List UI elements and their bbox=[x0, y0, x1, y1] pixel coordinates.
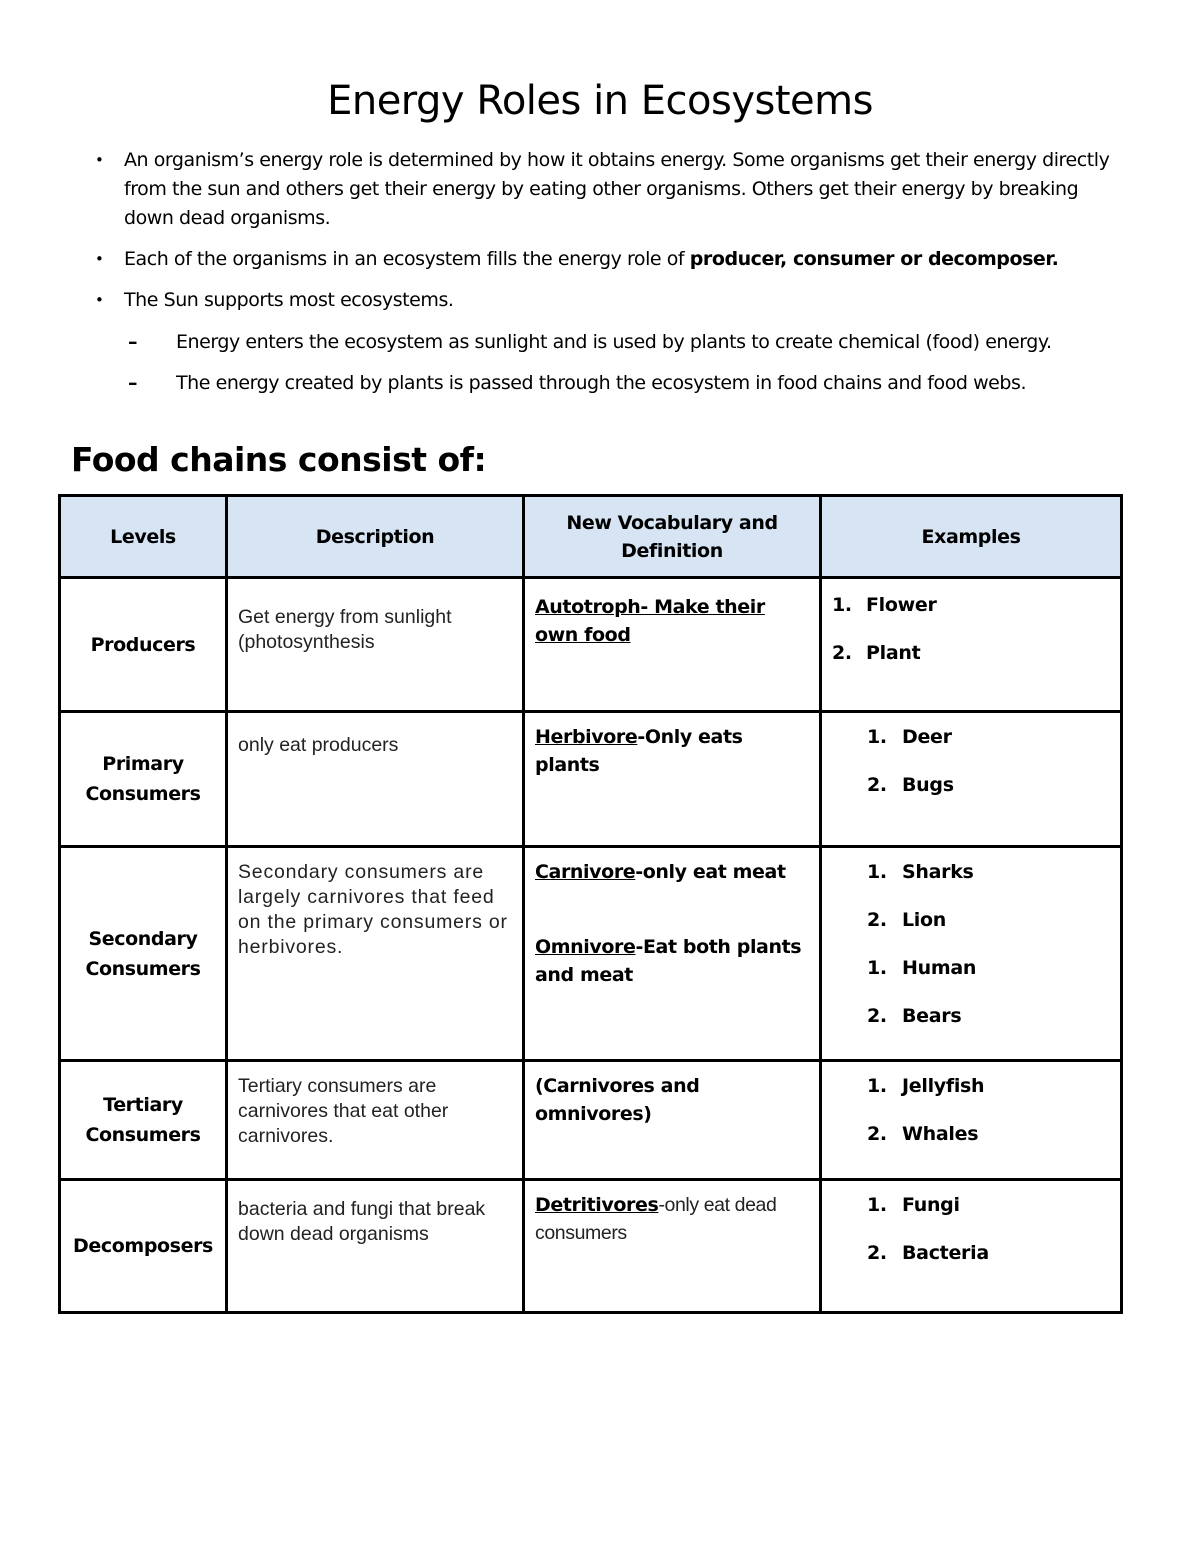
header-levels: Levels bbox=[60, 496, 227, 578]
example-number: 2. bbox=[867, 1123, 887, 1145]
header-examples: Examples bbox=[821, 496, 1122, 578]
vocabulary-cell bbox=[524, 1061, 821, 1180]
examples-cell bbox=[821, 1180, 1122, 1313]
description-cell: bacteria and fungi that break down dead organisms bbox=[227, 1180, 524, 1313]
bullet-organism-roles bbox=[95, 245, 1114, 274]
example-text: Bugs bbox=[902, 774, 954, 796]
vocab-definition: -only eat meat bbox=[635, 861, 786, 883]
examples-cell bbox=[821, 847, 1122, 1061]
example-text: Lion bbox=[902, 909, 946, 931]
example-text: Human bbox=[902, 957, 977, 979]
bullet-glyph: • bbox=[95, 151, 104, 169]
examples-cell bbox=[821, 1061, 1122, 1180]
example-item bbox=[822, 1239, 1120, 1287]
example-text: Flower bbox=[866, 594, 937, 616]
example-item bbox=[822, 771, 1120, 819]
food-chain-table bbox=[58, 494, 1123, 1314]
level-cell: Decomposers bbox=[60, 1180, 227, 1313]
example-item bbox=[822, 639, 1120, 687]
sub-bullet-sunlight bbox=[128, 328, 1136, 357]
header-description: Description bbox=[227, 496, 524, 578]
example-item bbox=[822, 906, 1120, 954]
example-number: 2. bbox=[832, 642, 852, 664]
vocab-definition: (Carnivores and omnivores) bbox=[535, 1075, 700, 1125]
examples-cell bbox=[821, 578, 1122, 712]
table-row bbox=[60, 1061, 1122, 1180]
vocab-entry bbox=[535, 858, 809, 886]
level-cell: Tertiary Consumers bbox=[60, 1061, 227, 1180]
vocab-term: Omnivore bbox=[535, 936, 636, 958]
dash-glyph: – bbox=[128, 331, 138, 353]
description-cell: Secondary consumers are largely carnivores that feed on the primary consumers or herbivores. bbox=[227, 847, 524, 1061]
example-item bbox=[822, 1072, 1120, 1120]
bullet-glyph: • bbox=[95, 250, 104, 268]
example-text: Whales bbox=[902, 1123, 979, 1145]
examples-cell bbox=[821, 712, 1122, 847]
vocab-definition: -Eat both plants and meat bbox=[535, 936, 802, 986]
vocab-term: Herbivore bbox=[535, 726, 638, 748]
vocab-entry bbox=[535, 723, 809, 779]
bullet-glyph: • bbox=[95, 291, 104, 309]
example-item bbox=[822, 591, 1120, 639]
sub-bullet-food-chains bbox=[128, 369, 1136, 398]
table-header-row bbox=[60, 496, 1122, 578]
example-text: Fungi bbox=[902, 1194, 960, 1216]
table-row bbox=[60, 847, 1122, 1061]
level-cell: Producers bbox=[60, 578, 227, 712]
example-number: 1. bbox=[867, 957, 887, 979]
example-number: 2. bbox=[867, 1005, 887, 1027]
header-vocabulary: New Vocabulary and Definition bbox=[524, 496, 821, 578]
example-item bbox=[822, 1120, 1120, 1168]
example-text: Sharks bbox=[902, 861, 974, 883]
bullet-sun bbox=[95, 286, 1114, 315]
example-item bbox=[822, 858, 1120, 906]
example-item bbox=[822, 1002, 1120, 1050]
example-number: 2. bbox=[867, 909, 887, 931]
vocab-entry bbox=[535, 1191, 809, 1247]
example-text: Jellyfish bbox=[902, 1075, 985, 1097]
example-text: Deer bbox=[902, 726, 952, 748]
bullet-text: The Sun supports most ecosystems. bbox=[124, 289, 454, 311]
example-number: 1. bbox=[867, 1194, 887, 1216]
dash-glyph: – bbox=[128, 372, 138, 394]
vocab-entry bbox=[535, 1072, 809, 1128]
example-number: 1. bbox=[832, 594, 852, 616]
vocabulary-cell bbox=[524, 847, 821, 1061]
vocab-entry bbox=[535, 933, 809, 989]
bullet-bold-roles: producer, consumer or decomposer. bbox=[689, 248, 1059, 270]
example-number: 1. bbox=[867, 1075, 887, 1097]
bullet-energy-role bbox=[95, 146, 1114, 233]
page-title: Energy Roles in Ecosystems bbox=[327, 78, 873, 124]
level-cell: Secondary Consumers bbox=[60, 847, 227, 1061]
table-row bbox=[60, 578, 1122, 712]
bullet-text: Each of the organisms in an ecosystem fills the energy role of bbox=[124, 248, 690, 270]
example-item bbox=[822, 954, 1120, 1002]
vocab-entry bbox=[535, 593, 809, 649]
description-cell: Get energy from sunlight (photosynthesis bbox=[227, 578, 524, 712]
table-row bbox=[60, 1180, 1122, 1313]
example-text: Bears bbox=[902, 1005, 962, 1027]
example-number: 1. bbox=[867, 861, 887, 883]
sub-bullet-text: The energy created by plants is passed through the ecosystem in food chains and food webs. bbox=[176, 372, 1027, 394]
vocabulary-cell bbox=[524, 1180, 821, 1313]
sub-bullet-text: Energy enters the ecosystem as sunlight and is used by plants to create chemical (food) energy. bbox=[176, 331, 1052, 353]
vocab-definition: -only eat dead consumers bbox=[535, 1194, 777, 1244]
vocab-definition: -Only eats plants bbox=[535, 726, 743, 776]
vocabulary-cell bbox=[524, 712, 821, 847]
level-cell: Primary Consumers bbox=[60, 712, 227, 847]
vocabulary-cell bbox=[524, 578, 821, 712]
example-number: 2. bbox=[867, 1242, 887, 1264]
vocab-term: Autotroph- Make their own food bbox=[535, 596, 765, 646]
example-item bbox=[822, 723, 1120, 771]
description-cell: Tertiary consumers are carnivores that eat other carnivores. bbox=[227, 1061, 524, 1180]
example-number: 1. bbox=[867, 726, 887, 748]
example-text: Plant bbox=[866, 642, 921, 664]
description-cell: only eat producers bbox=[227, 712, 524, 847]
bullet-text: An organism’s energy role is determined by how it obtains energy. Some organisms get their energy directly from the sun and others get their energy by eating other organisms. Others get their energy by breaking down dead organisms. bbox=[124, 149, 1110, 229]
example-item bbox=[822, 1191, 1120, 1239]
section-heading: Food chains consist of: bbox=[71, 440, 487, 479]
example-text: Bacteria bbox=[902, 1242, 989, 1264]
vocab-term: Detritivores bbox=[535, 1194, 659, 1216]
vocab-term: Carnivore bbox=[535, 861, 636, 883]
example-number: 2. bbox=[867, 774, 887, 796]
table-row bbox=[60, 712, 1122, 847]
